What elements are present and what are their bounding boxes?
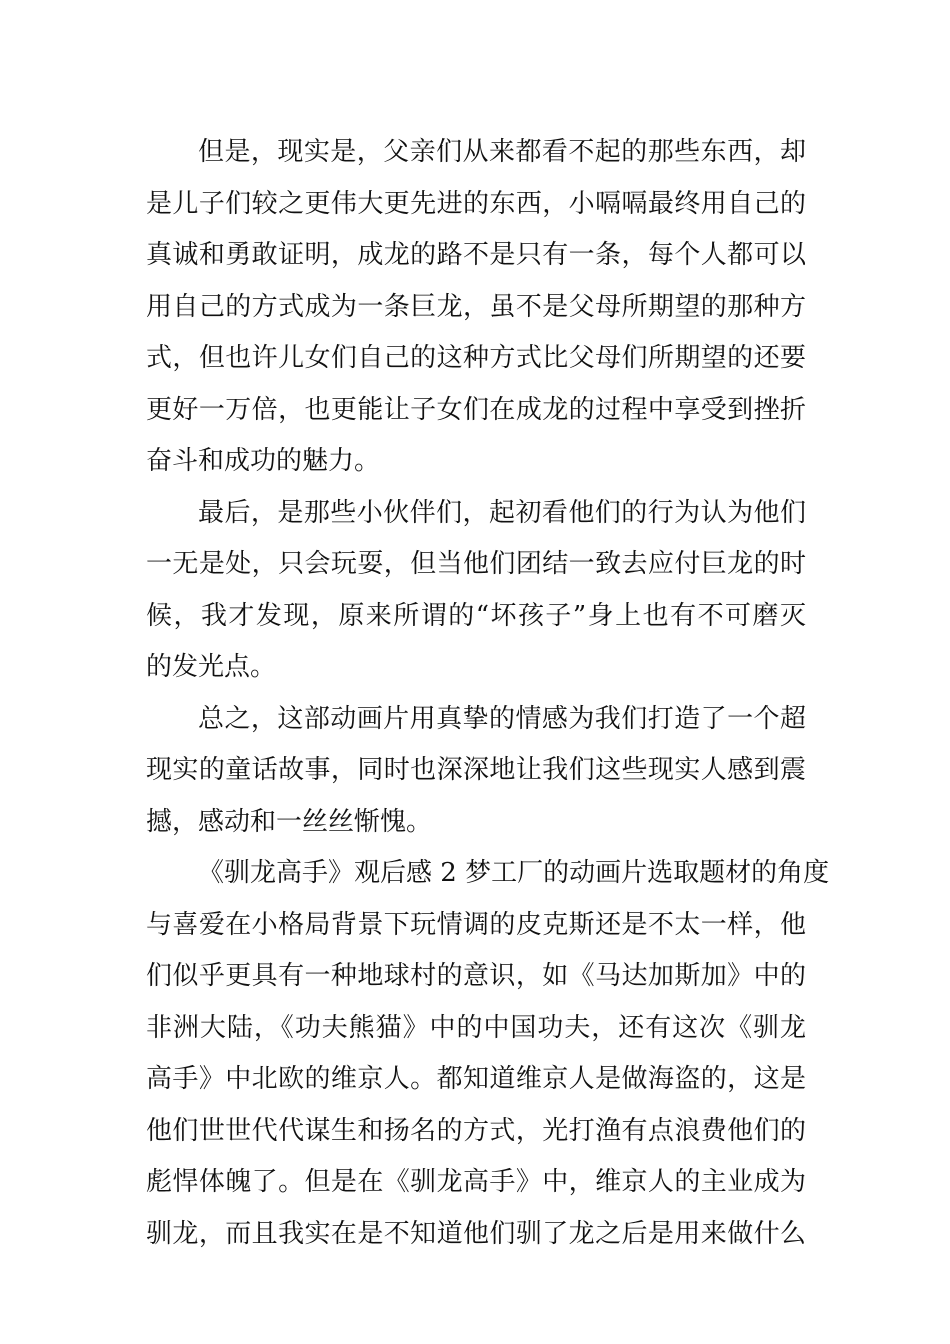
text-line: 彪悍体魄了。但是在《驯龙高手》中，维京人的主业成为 xyxy=(146,1167,806,1197)
text-line: 与喜爱在小格局背景下玩情调的皮克斯还是不太一样，他 xyxy=(146,909,806,940)
text-line: 的发光点。 xyxy=(146,652,277,682)
text-line: 更好一万倍，也更能让子女们在成龙的过程中享受到挫折 xyxy=(146,394,806,425)
text-line: 们似乎更具有一种地球村的意识，如《马达加斯加》中的 xyxy=(146,961,806,991)
text-line: 高手》中北欧的维京人。都知道维京人是做海盗的，这是 xyxy=(146,1064,806,1094)
text-line: 奋斗和成功的魅力。 xyxy=(146,446,381,476)
text-line: 现实的童话故事，同时也深深地让我们这些现实人感到震 xyxy=(146,755,806,785)
paragraph-4 xyxy=(146,848,830,1260)
text-line: 《驯龙高手》观后感 2 梦工厂的动画片选取题材的角度 xyxy=(198,858,830,888)
text-line: 总之，这部动画片用真挚的情感为我们打造了一个超 xyxy=(198,703,806,734)
text-line: 是儿子们较之更伟大更先进的东西，小嗝嗝最终用自己的 xyxy=(146,188,806,219)
paragraph-2 xyxy=(146,488,806,694)
text-line: 候，我才发现，原来所谓的“坏孩子”身上也有不可磨灭 xyxy=(146,600,806,631)
text-line: 一无是处，只会玩耍，但当他们团结一致去应付巨龙的时 xyxy=(146,549,806,579)
body-text xyxy=(146,127,830,1260)
text-line: 最后，是那些小伙伴们，起初看他们的行为认为他们 xyxy=(198,497,806,528)
paragraph-3 xyxy=(146,694,806,849)
text-line: 真诚和勇敢证明，成龙的路不是只有一条，每个人都可以 xyxy=(146,240,806,270)
text-line: 用自己的方式成为一条巨龙，虽不是父母所期望的那种方 xyxy=(146,291,806,322)
paragraph-1 xyxy=(146,127,806,488)
text-line: 撼，感动和一丝丝惭愧。 xyxy=(146,806,433,837)
text-line: 他们世世代代谋生和扬名的方式，光打渔有点浪费他们的 xyxy=(146,1115,806,1146)
text-line: 但是，现实是，父亲们从来都看不起的那些东西，却 xyxy=(198,137,806,167)
text-line: 驯龙，而且我实在是不知道他们驯了龙之后是用来做什么 xyxy=(146,1218,806,1249)
text-line: 式，但也许儿女们自己的这种方式比父母们所期望的还要 xyxy=(146,343,806,373)
text-line: 非洲大陆，《功夫熊猫》中的中国功夫，还有这次《驯龙 xyxy=(146,1012,806,1043)
